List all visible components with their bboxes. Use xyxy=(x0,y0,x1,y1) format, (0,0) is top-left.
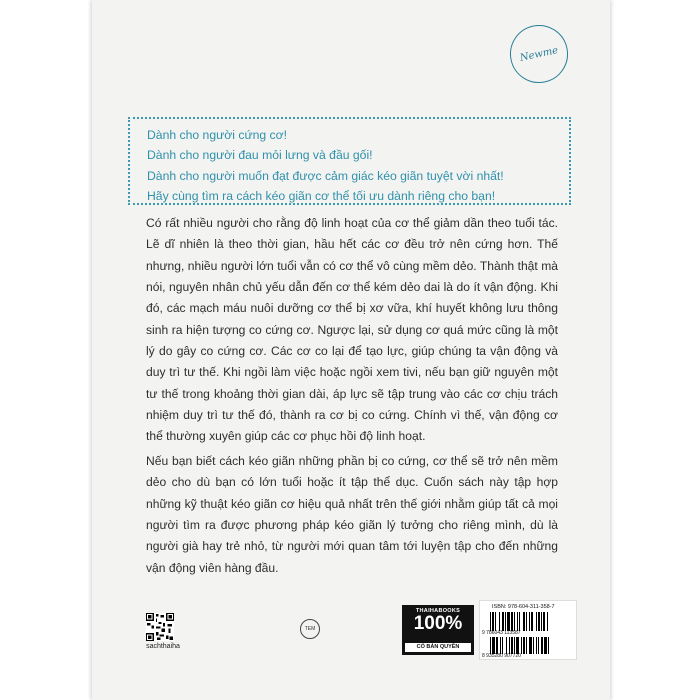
copyright-brand: THAIHABOOKS xyxy=(415,608,461,614)
intro-line: Dành cho người cứng cơ! xyxy=(147,128,288,142)
barcode-isbn-number: 9 786043 113587 xyxy=(482,630,521,636)
intro-line: Dành cho người đau mỏi lưng và đầu gối! xyxy=(147,148,373,163)
copyright-number: 100% xyxy=(413,613,463,634)
barcode-price-icon xyxy=(490,637,572,654)
copyright-badge xyxy=(402,605,474,655)
intro-box xyxy=(128,117,571,205)
intro-line: Dành cho người muốn đạt được cảm giác kéo giãn tuyệt vời nhất! xyxy=(147,168,504,183)
tem-label: TEM xyxy=(304,626,316,632)
barcode-isbn-icon xyxy=(490,612,572,631)
intro-line: Hãy cùng tìm ra cách kéo giãn cơ thể tối ưu dành riêng cho bạn! xyxy=(147,188,496,203)
copyright-text: CÓ BẢN QUYỀN xyxy=(405,643,471,652)
logo-text: Newme xyxy=(518,44,560,64)
barcode-price-number: 8 935280 907720 xyxy=(482,653,521,659)
isbn-label: ISBN: 978-604-311-358-7 xyxy=(492,604,555,610)
body-paragraph-1: Có rất nhiều người cho rằng độ linh hoạt của cơ thể giảm dần theo tuổi tác. Lẽ dĩ nhiên là theo thời gian, hầu hết các cơ đều trở nên cứng hơn. Thế nhưng, nhiều người lớn tuổi vẫn có cơ thể vô cùng mềm dẻo. Thành thật mà nói, nguyên nhân chủ yếu dẫn đến cơ thể kém dẻo dai là do ít vận động. Khi đó, các mạch máu nuôi dưỡng cơ thể bị xơ vữa, khí huyết không lưu thông sinh ra hiện tượng co cứng cơ. Ngược lại, sử dụng cơ quá mức cũng là một lý do gây co cứng cơ. Các cơ co lại để tạo lực, giúp chúng ta vận động và duy trì tư thế. Khi ngồi làm việc hoặc ngồi xem tivi, nếu bạn giữ nguyên một tư thế trong khoảng thời gian dài, áp lực sẽ tập trung vào các cơ chịu trách nhiệm duy trì tư thế đó, thành ra cơ bị co cứng. Chính vì thế, vận động cơ thể thường xuyên giúp các cơ phục hồi độ linh hoạt. xyxy=(146,216,558,444)
tem-stamp-icon xyxy=(300,619,320,639)
barcode-block xyxy=(479,600,577,660)
body-paragraph-2: Nếu bạn biết cách kéo giãn những phần bị co cứng, cơ thể sẽ trở nên mềm dẻo cho dù bạn có lớn tuổi hoặc ít tập thể dục. Cuốn sách này tập hợp những kỹ thuật kéo giãn cơ hiệu quả nhất trên thế giới nhằm giúp tất cả mọi người tìm ra được phương pháp kéo giãn lý tưởng cho riêng mình, dù là người già hay trẻ nhỏ, từ người mới quan tâm tới luyện tập cho đến những vận động viên hàng đầu. xyxy=(146,454,558,575)
qr-label: sachthaiha xyxy=(146,643,180,650)
qr-code-icon xyxy=(146,613,174,641)
